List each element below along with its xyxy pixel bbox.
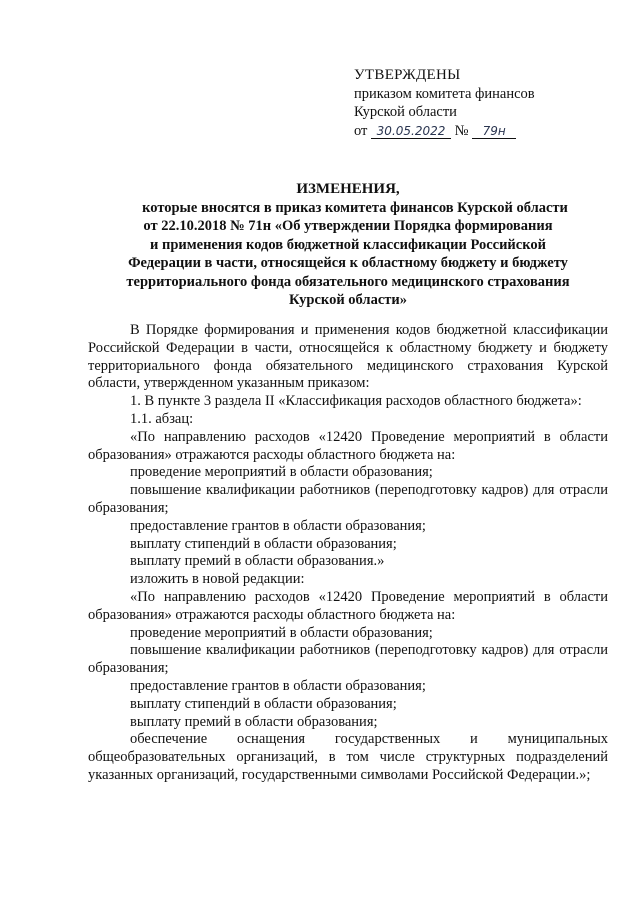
paragraph: повышение квалификации работников (переподготовку кадров) для отрасли образования; (88, 642, 608, 677)
paragraph: выплату стипендий в области образования; (130, 535, 397, 552)
approval-line-1: приказом комитета финансов (354, 85, 535, 102)
paragraph: «По направлению расходов «12420 Проведение мероприятий в области образования» отражаются расходы областного бюджета на: (88, 428, 608, 463)
paragraph: выплату стипендий в области образования; (130, 695, 397, 712)
paragraph: 1. В пункте 3 раздела II «Классификация расходов областного бюджета»: (130, 393, 582, 410)
handwritten-date: 30.05.2022 (371, 124, 451, 139)
paragraph: изложить в новой редакции: (130, 571, 305, 588)
paragraph: «По направлению расходов «12420 Проведение мероприятий в области образования» отражаются расходы областного бюджета на: (88, 588, 608, 623)
approval-date-line (354, 122, 535, 141)
heading-line: территориального фонда обязательного медицинского страхования (126, 273, 570, 290)
heading-line: Федерации в части, относящейся к областному бюджету и бюджету (128, 255, 568, 271)
paragraph: предоставление грантов в области образования; (130, 677, 426, 694)
heading-line: Курской области» (289, 292, 407, 308)
heading-line: от 22.10.2018 № 71н «Об утверждении Порядка формирования (143, 218, 553, 234)
paragraph: В Порядке формирования и применения кодов бюджетной классификации Российской Федерации в части, относящейся к областному бюджету и бюджету территориального фонда обязательного медицинского страхования Курской области, утвержденном указанным приказом: (88, 322, 608, 392)
paragraph: повышение квалификации работников (переподготовку кадров) для отрасли образования; (88, 482, 608, 516)
heading-title: ИЗМЕНЕНИЯ, (296, 181, 400, 197)
document-heading (88, 180, 608, 310)
approval-block (354, 66, 535, 140)
paragraph: проведение мероприятий в области образования; (130, 464, 433, 481)
from-label: от (354, 122, 368, 139)
paragraph: 1.1. абзац: (130, 410, 194, 427)
paragraph: выплату премий в области образования.» (130, 553, 385, 570)
heading-line: и применения кодов бюджетной классификации Российской (150, 236, 546, 253)
approval-line-2: Курской области (354, 104, 457, 120)
paragraph: выплату премий в области образования; (130, 713, 378, 730)
paragraph: обеспечение оснащения государственных и муниципальных общеобразовательных организаций, в том числе структурных подразделений указанных организаций, государственными символами Российской Федерации.»; (88, 731, 608, 783)
number-label: № (454, 122, 469, 139)
document-body (88, 322, 608, 785)
paragraph: проведение мероприятий в области образования; (130, 624, 433, 641)
approval-title: УТВЕРЖДЕНЫ (354, 67, 461, 83)
heading-line: которые вносятся в приказ комитета финансов Курской области (142, 199, 568, 216)
handwritten-number: 79н (472, 124, 516, 139)
paragraph: предоставление грантов в области образования; (130, 517, 426, 534)
